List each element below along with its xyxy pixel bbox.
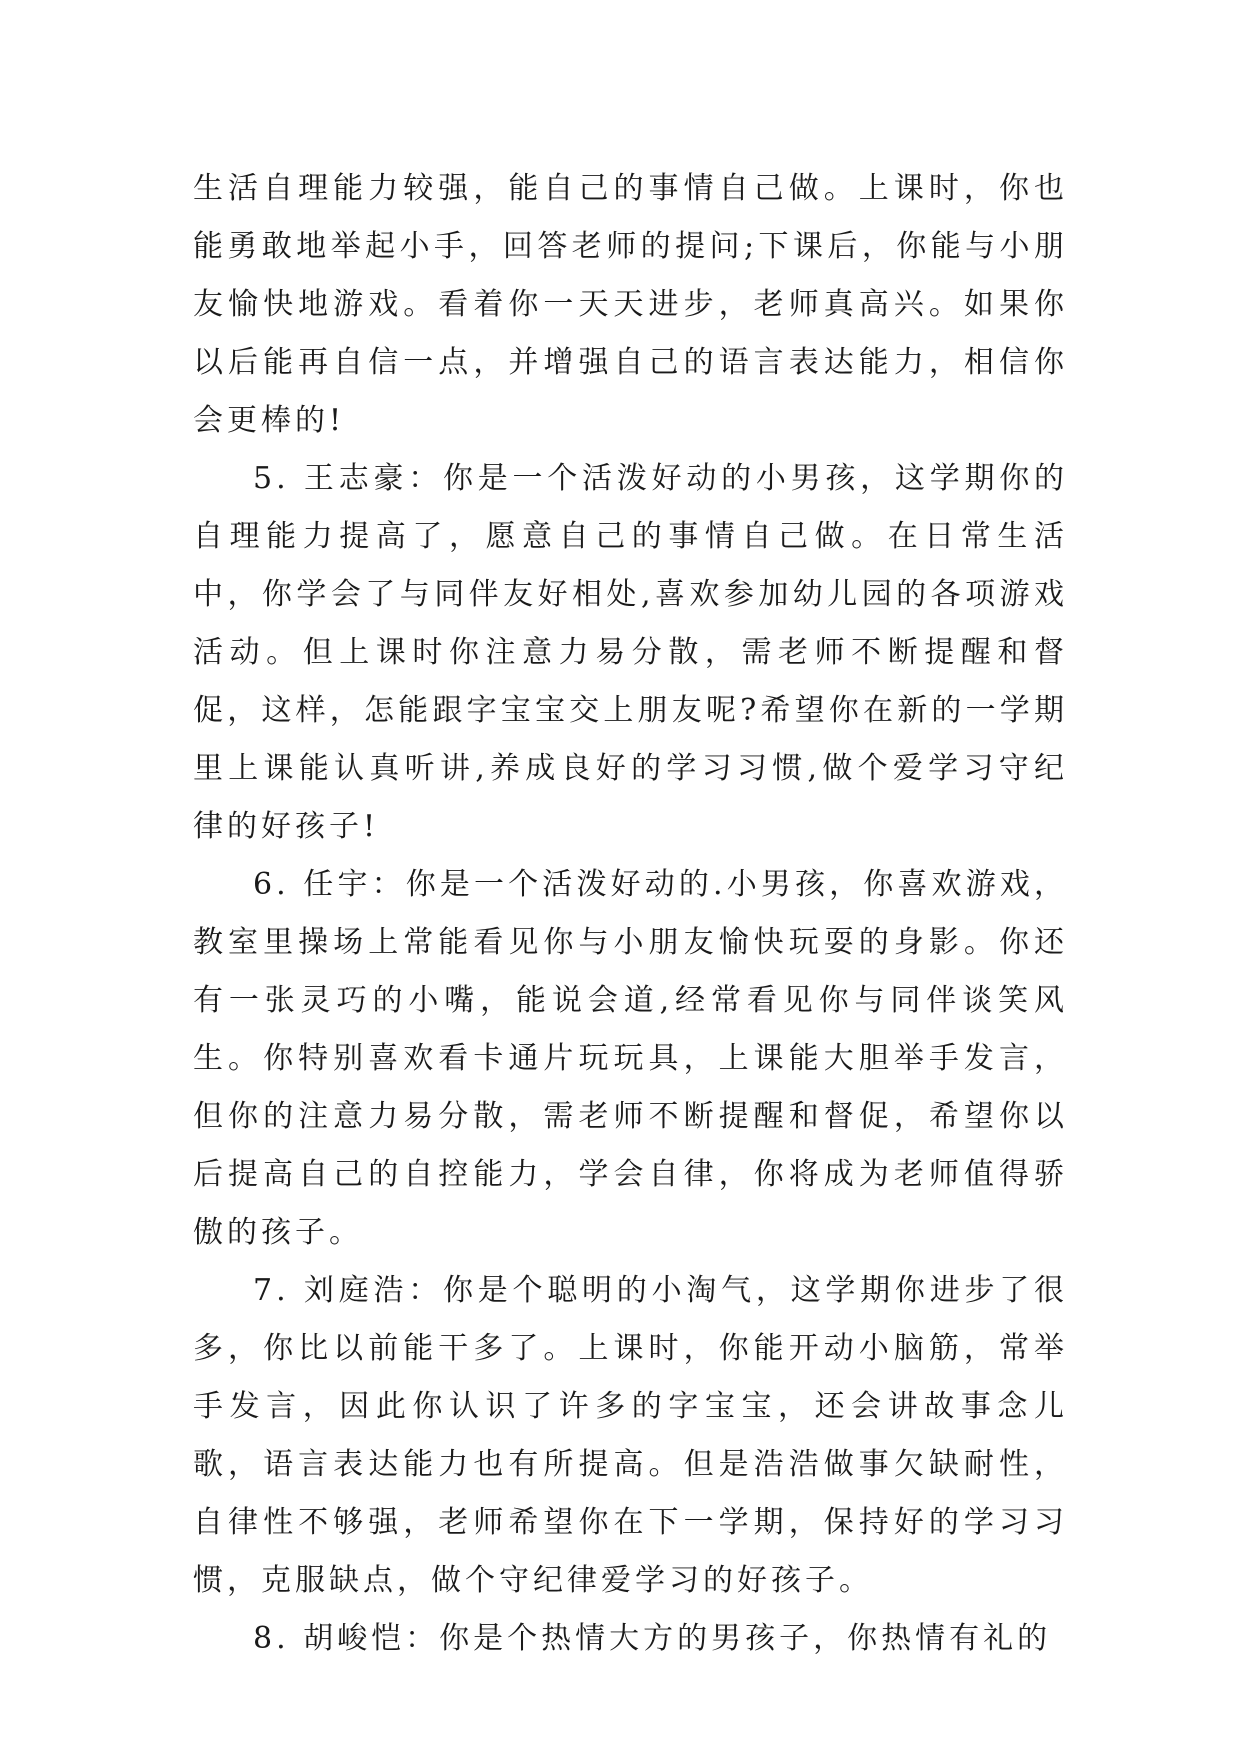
paragraph-item-6: 6. 任宇：你是一个活泼好动的.小男孩，你喜欢游戏，教室里操场上常能看见你与小朋友愉快玩耍的身影。你还有一张灵巧的小嘴，能说会道,经常看见你与同伴谈笑风生。你特别喜欢看卡通片玩玩具，上课能大胆举手发言，但你的注意力易分散，需老师不断提醒和督促，希望你以后提高自己的自控能力，学会自律，你将成为老师值得骄傲的孩子。 [193, 867, 1068, 1250]
paragraph-item-8: 8. 胡峻恺：你是个热情大方的男孩子，你热情有礼的 [253, 1621, 1052, 1656]
document-body [193, 160, 1068, 1668]
paragraph-item-5: 5. 王志豪：你是一个活泼好动的小男孩，这学期你的自理能力提高了，愿意自己的事情自己做。在日常生活中，你学会了与同伴友好相处,喜欢参加幼儿园的各项游戏活动。但上课时你注意力易分散，需老师不断提醒和督促，这样，怎能跟字宝宝交上朋友呢?希望你在新的一学期里上课能认真听讲,养成良好的学习习惯,做个爱学习守纪律的好孩子! [193, 461, 1068, 844]
paragraph-continuation: 生活自理能力较强，能自己的事情自己做。上课时，你也能勇敢地举起小手，回答老师的提问;下课后，你能与小朋友愉快地游戏。看着你一天天进步，老师真高兴。如果你以后能再自信一点，并增强自己的语言表达能力，相信你会更棒的! [193, 171, 1068, 438]
paragraph-item-7: 7. 刘庭浩：你是个聪明的小淘气，这学期你进步了很多，你比以前能干多了。上课时，你能开动小脑筋，常举手发言，因此你认识了许多的字宝宝，还会讲故事念儿歌，语言表达能力也有所提高。但是浩浩做事欠缺耐性，自律性不够强，老师希望你在下一学期，保持好的学习习惯，克服缺点，做个守纪律爱学习的好孩子。 [193, 1273, 1068, 1598]
